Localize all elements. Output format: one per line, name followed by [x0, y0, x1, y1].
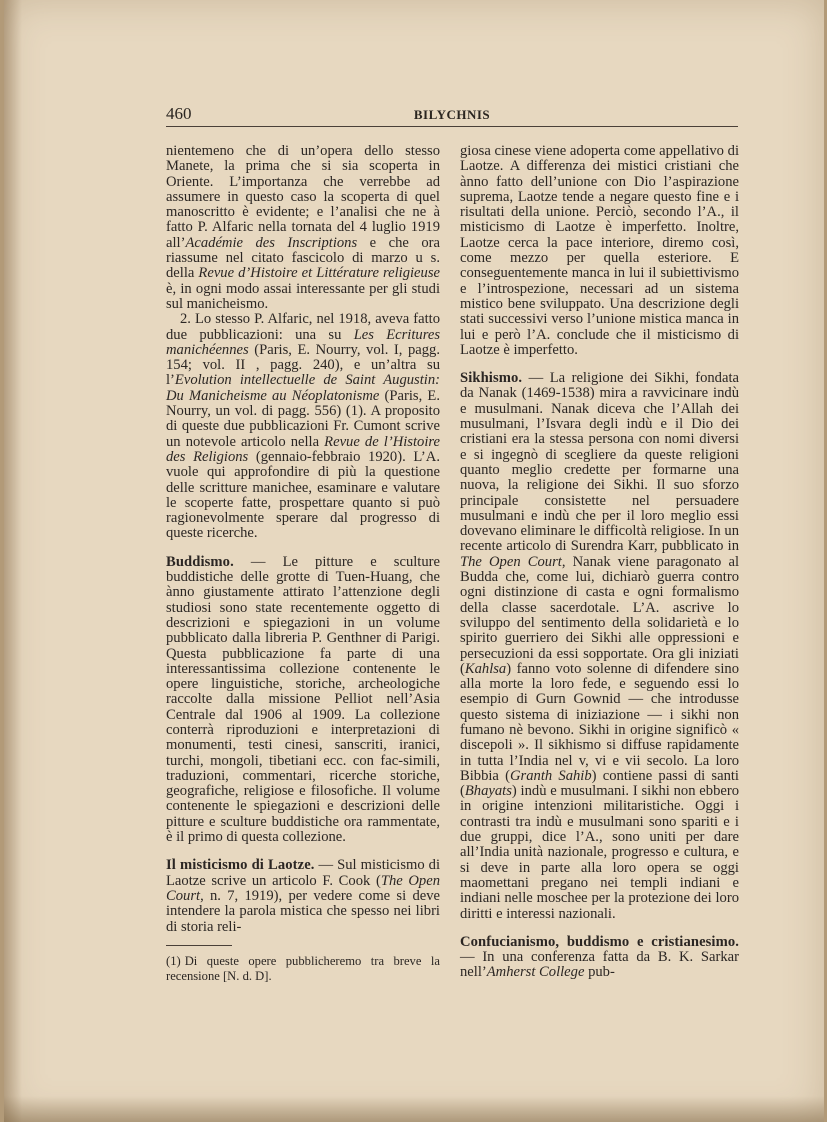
paragraph-alfaric: 2. Lo stesso P. Alfaric, nel 1918, aveva fatto due pubblicazioni: una su Les Ecritures manichéennes (Paris, E. Nourry, vol. I, pagg. 154; vol. II , pagg. 240), e un’altra su l’Evolution intellectuelle de Saint Augustin: Du Manicheisme au Néoplatonisme (Paris, E. Nourry, un vol. di pagg. 556) (1). A proposito di queste due pubblicazioni Fr. Cumont scrive un notevole articolo nella Revue de l’Histoire des Religions (gennaio-febbraio 1920). L’A. vuole qui approfondire di più la questione delle scritture manichee, esaminare e valutare le scoperte fatte, prospettare quanto si può ragionevolmente sperare dal progresso di queste ricerche. — [166, 311, 440, 542]
footnote: (1) Di queste opere pubblicheremo tra breve la recensione [N. d. D]. — [166, 953, 440, 983]
footnote-rule — [166, 945, 232, 946]
page-bottom-shadow — [4, 1096, 824, 1122]
section-misticismo: Il misticismo di Laotze. — Sul misticismo di Laotze scrive un articolo F. Cook (The Open Court, n. 7, 1919), per vedere come si deve intendere la parola mistica che spesso nei libri di storia reli- — [166, 857, 441, 935]
section-heading: Sikhismo. — [460, 370, 523, 387]
left-column — [166, 144, 440, 984]
page-header — [166, 104, 738, 126]
section-sikhismo: Sikhismo. — La religione dei Sikhi, fondata da Nanak (1469-1538) mira a ravvicinare indù e musulmani. Nanak diceva che l’Allah dei musulmani, l’Isvara degli indù e il Dio dei cristiani era la stessa persona con nomi diversi e si ingegnò di scegliere da queste religioni quanto meglio credette per formarne una nuova, la religione dei Sikhi. Il suo sforzo principale consistette nel persuadere musulmani e indù che per il loro meglio essi dovevano eliminare le difficoltà religiose. In un recente articolo di Surendra Karr, pubblicato in The Open Court, Nanak viene paragonato al Budda che, come lui, dichiarò guerra contro ogni distinzione di casta e ogni formalismo della classe sacerdotale. L’A. ascrive lo sviluppo del sentimento della solidarietà e lo spirito guerriero dei Sikhi alle oppressioni e persecuzioni da essi sopportate. Ora gli iniziati (Kahlsa) fanno voto solenne di difendere sino alla morte la loro fede, e seguendo essi lo esempio di Gurn Gownid — che introdusse questo sistema di iniziazione — i sikhi non fumano nè bevono. Sikhi in origine significò « discepoli ». Il sikhismo si diffuse rapidamente in tutta l’India nel v, vi e vii secolo. La loro Bibbia (Granth Sahib) contiene passi di santi (Bhayats) indù e musulmani. I sikhi non ebbero in origine intenzioni militaristiche. Oggi i contrasti tra indù e musulmani sono spariti e i due gruppi, dice l’A., sono uniti per dare all’India unità nazionale, progresso e cultura, e si deve in parte alla loro opera se oggi maomettani pregano nei templi indiani e indiani nelle moschee per la protezione dei loro diritti e interessi nazionali. — [460, 370, 740, 922]
page-edge-shadow — [4, 0, 22, 1122]
section-confucianismo: Confucianismo, buddismo e cristianesimo. — In una conferenza fatta da B. K. Sarkar nell’Amherst College pub- — [460, 933, 739, 981]
section-buddismo: Buddismo. — Le pitture e sculture buddistiche delle grotte di Tuen-Huang, che ànno giustamente attirato l’attenzione degli studiosi sono state recentemente oggetto di descrizioni e spiegazioni in un volume pubblicato dalla libreria P. Genthner di Parigi. Questa pubblicazione fa parte di una interessantissima collezione contenente le opere linguistiche, storiche, archeologiche raccolte dalla missione Pelliot nell’Asia Centrale dal 1906 al 1909. La collezione conterrà riproduzioni e interpretazioni di monumenti, testi cinesi, sanscriti, iranici, turchi, mongoli, tibetiani ecc. con fac-simili, traduzioni, commentari, ricerche storiche, geografiche, religiose e filosofiche. Il volume contenente le spiegazioni e descrizioni delle pitture e sculture buddistiche ora rammentate, è il primo di questa collezione. — [166, 553, 440, 846]
header-rule — [166, 126, 738, 127]
running-title: BILYCHNIS — [413, 107, 491, 122]
paragraph-laotze-cont: giosa cinese viene adoperta come appellativo di Laotze. A differenza dei mistici cristiani che ànno fatto dell’unione con Dio l’aspirazione suprema, Laotze tende a negare questo fine e i risultati della unione. Perciò, secondo l’A., il misticismo di Laotze è imperfetto. Inoltre, Laotze cerca la pace interiore, diremo così, come mezzo per quella esteriore. E conseguentemente manca in lui il subiettivismo e l’introspezione, necessari ad un sistema mistico bene sviluppato. Una descrizione degli stati successivi verso l’unione mistica manca in lui e però l’A. conclude che il misticismo di Laotze è imperfetto. — [460, 143, 739, 358]
page-number: 460 — [166, 104, 192, 123]
right-column — [460, 144, 739, 981]
section-heading: Il misticismo di Laotze. — [166, 857, 315, 874]
section-heading: Buddismo. — [166, 553, 234, 570]
section-heading: Confucianismo, buddismo e cristianesimo. — [460, 933, 739, 950]
paragraph-manete: nientemeno che di un’opera dello stesso Manete, la prima che si sia scoperta in Oriente. L’importanza che verrebbe ad assumere in questo caso la scoperta di quel manoscritto è evidente; e l’analisi che ne à fatto P. Alfaric nella tornata del 4 luglio 1919 all’Académie des Inscriptions e che ora riassume nel citato fascicolo di marzo u s. della Revue d’Histoire et Littérature religieuse è, in ogni modo assai interessante per gli studi sul manicheismo. — [166, 143, 440, 312]
